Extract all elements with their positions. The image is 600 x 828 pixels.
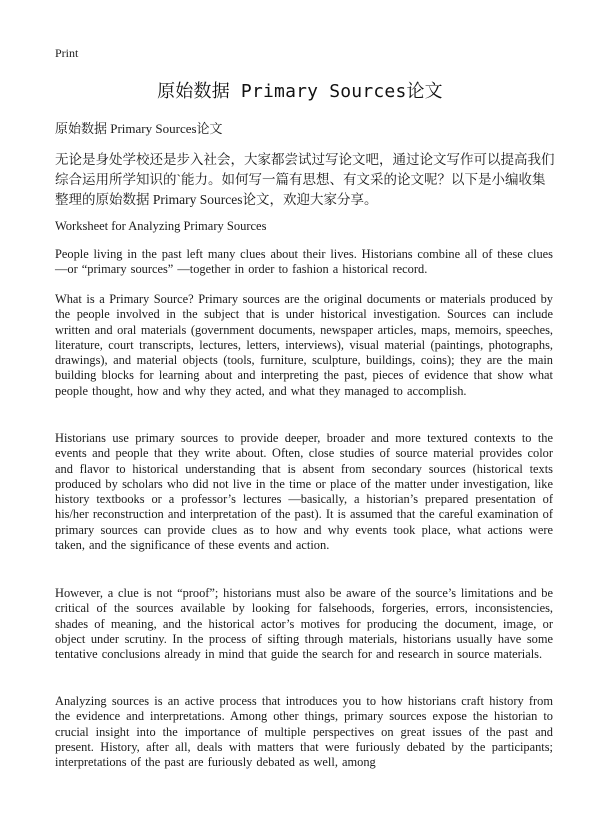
body-paragraph-4: However, a clue is not “proof”; historians must also be aware of the source’s limitations and be critical of the sources available by looking for falsehoods, forgeries, errors, inconsistencies, shades of meaning, and the historical actor’s motives for producing the document, image, or object under scrutiny. In the process of sifting through materials, historians usually have some tentative conclusions already in mind that guide the search for and research in source materials. (55, 586, 553, 662)
body-paragraph-2: What is a Primary Source? Primary sources are the original documents or materials produced by the people involved in the subject that is under historical investigation. Sources can include written and oral materials (government documents, newspaper articles, maps, memoirs, speeches, literature, court transcripts, lectures, letters, interviews), visual material (paintings, photographs, drawings), and material objects (tools, furniture, sculpture, buildings, coins); they are the main building blocks for learning about and interpreting the past, pieces of evidence that show what people thought, how and why they acted, and what they managed to accomplish. (55, 292, 553, 398)
intro-paragraph: 无论是身处学校还是步入社会，大家都尝试过写论文吧，通过论文写作可以提高我们综合运用所学知识的`能力。如何写一篇有思想、有文采的论文呢？以下是小编收集整理的原始数据 Primary Sources论文，欢迎大家分享。 (55, 152, 555, 207)
body-paragraph-5: Analyzing sources is an active process that introduces you to how historians craft history from the evidence and interpretations. Among other things, primary sources expose the historian to crucial insight into the importance of multiple perspectives on great issues of the past and present. History, after all, deals with matters that were furiously debated by the participants; interpretations of the past are furiously debated as well, among (55, 694, 553, 770)
page-title: 原始数据 Primary Sources论文 (157, 81, 443, 102)
article-subtitle: 原始数据 Primary Sources论文 (55, 121, 223, 136)
worksheet-heading: Worksheet for Analyzing Primary Sources (55, 219, 267, 233)
body-paragraph-1: People living in the past left many clues about their lives. Historians combine all of these clues —or “primary sources” —together in order to fashion a historical record. (55, 247, 553, 277)
print-link[interactable]: Print (55, 46, 79, 60)
body-paragraph-3: Historians use primary sources to provide deeper, broader and more textured contexts to the events and people that they write about. Often, close studies of source material provides color and flavor to historical understanding that is absent from secondary sources (historical texts produced by scholars who did not live in the time or place of the matter under investigation, like history textbooks or a professor’s lectures —basically, a historian’s prepared presentation of his/her reconstruction and interpretation of the past). It is assumed that the careful examination of primary sources can provide clues as to how and why events took place, what actions were taken, and the significance of these events and action. (55, 431, 553, 553)
